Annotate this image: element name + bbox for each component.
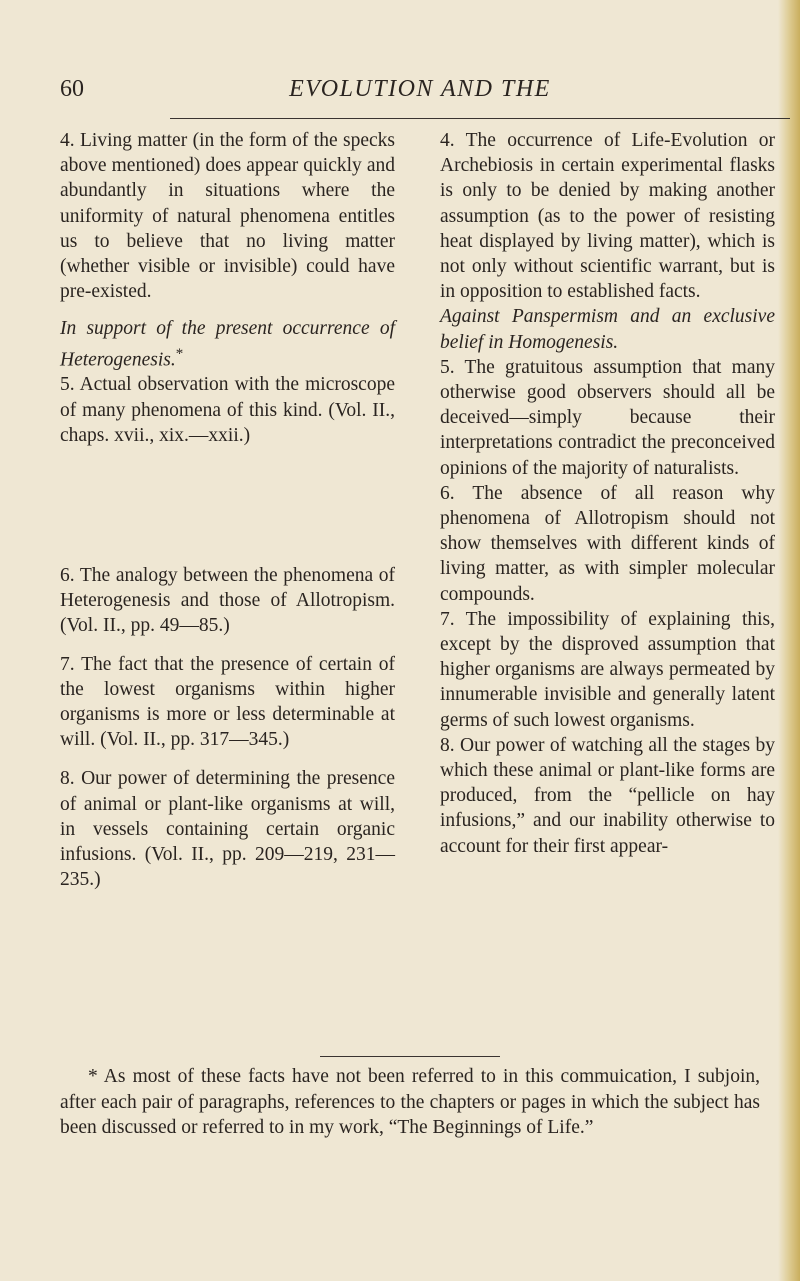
left-subheading xyxy=(60,316,395,372)
footnote-mark: * xyxy=(88,1066,98,1087)
right-paragraph-7: 7. The impossibility of explaining this, except by the disproved assumption that higher organisms are always permeated by innumerable invisible and generally latent germs of such lowest organisms. xyxy=(440,608,775,731)
right-paragraph-8: 8. Our power of watching all the stages by which these animal or plant-like forms are produced, from the “pellicle on hay infusions,” and our inability otherwise to account for their first appear- xyxy=(440,734,775,857)
page-number: 60 xyxy=(60,76,84,102)
footnote-text: As most of these facts have not been referred to in this commuication, I subjoin, after each pair of paragraphs, references to the chapters or pages in which the subject has been discussed or referred to in my work, “The Beginnings of Life.” xyxy=(60,1066,760,1138)
left-column xyxy=(60,128,395,904)
page-edge-shadow xyxy=(778,0,800,1281)
footnote xyxy=(60,1064,760,1141)
footnote-rule xyxy=(320,1056,500,1057)
left-paragraph-4: 4. Living matter (in the form of the specks above mentioned) does appear quickly and abundantly in situations where the uniformity of natural phenomena entitles us to believe that no living matter (whether visible or invisible) could have pre-existed. xyxy=(60,130,395,303)
left-paragraph-5: 5. Actual observation with the microscope of many phenomena of this kind. (Vol. II., chaps. xvii., xix.—xxii.) xyxy=(60,374,395,446)
left-paragraph-7: 7. The fact that the presence of certain of the lowest organisms within higher organisms is more or less determinable at will. (Vol. II., pp. 317—345.) xyxy=(60,653,395,751)
header-rule xyxy=(170,118,790,119)
left-paragraph-6: 6. The analogy between the phenomena of Heterogenesis and those of Allotropism. (Vol. II., pp. 49—85.) xyxy=(60,564,395,637)
right-paragraph-5: 5. The gratuitous assumption that many otherwise good observers should all be deceived—simply because their interpretations contradict the preconceived opinions of the majority of naturalists. xyxy=(440,356,775,479)
left-subheading-text: In support of the present occurrence of Heterogenesis. xyxy=(60,318,395,371)
right-column xyxy=(440,128,775,859)
right-paragraph-6: 6. The absence of all reason why phenomena of Allotropism should not show themselves with different kinds of living matter, as with simpler molecular compounds. xyxy=(440,482,775,605)
right-subheading: Against Panspermism and an exclusive belief in Homogenesis. xyxy=(440,306,775,353)
footnote-reference: * xyxy=(175,345,184,362)
left-paragraph-8: 8. Our power of determining the presence of animal or plant-like organisms at will, in vessels containing certain organic infusions. (Vol. II., pp. 209—219, 231—235.) xyxy=(60,768,395,891)
page-header xyxy=(0,72,800,112)
running-head: EVOLUTION AND THE xyxy=(289,76,551,102)
right-paragraph-4: 4. The occurrence of Life-Evolution or Archebiosis in certain experimental flasks is only to be denied by making another assumption (as to the power of resisting heat displayed by living matter), which is not only without scientific warrant, but is in opposition to established facts. xyxy=(440,130,775,303)
